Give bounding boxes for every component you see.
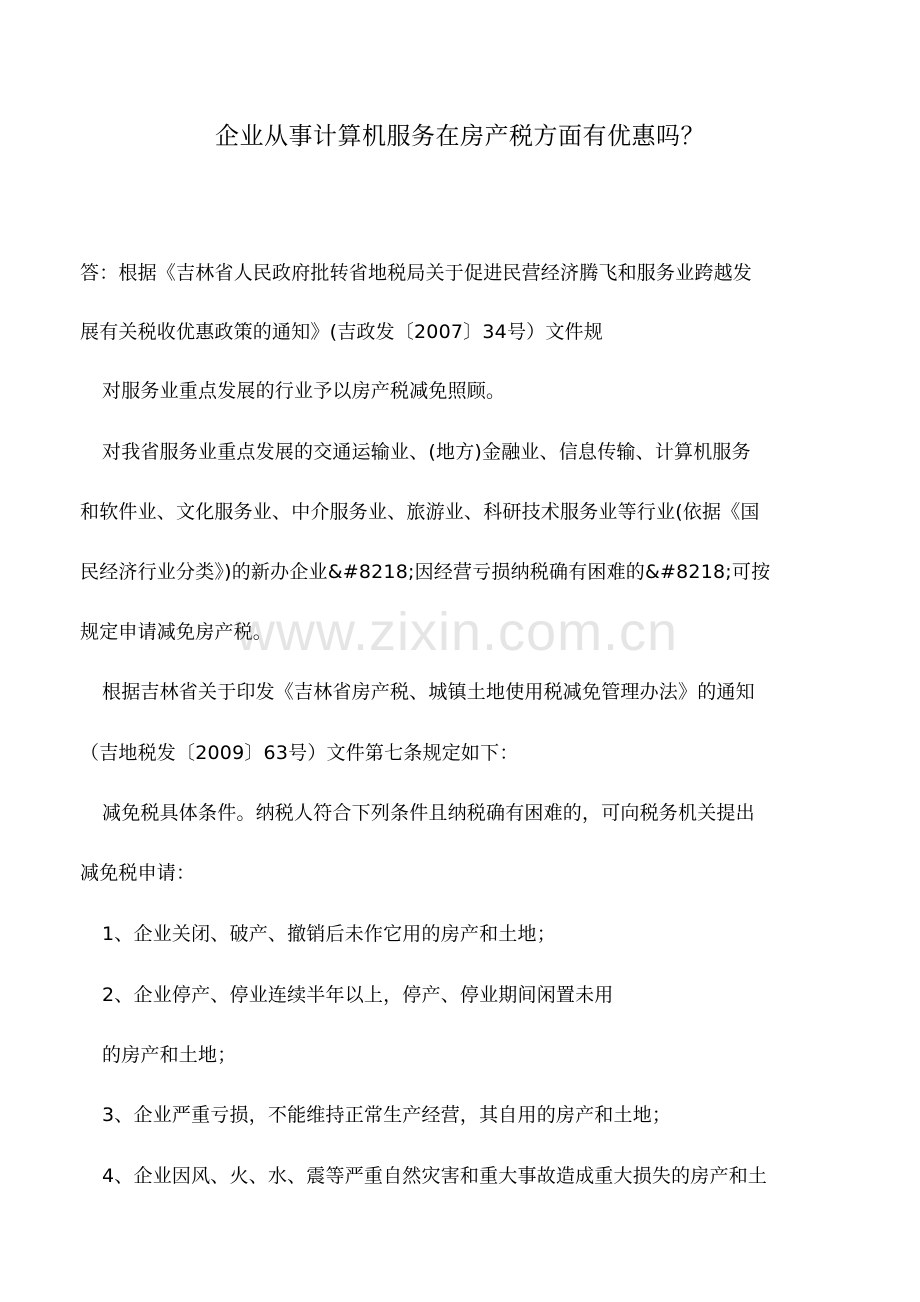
paragraph-line-13: 2、企业停产、停业连续半年以上，停产、停业期间闲置未用 <box>102 984 614 1006</box>
paragraph-line-12: 1、企业关闭、破产、撤销后未作它用的房产和土地； <box>102 923 556 945</box>
paragraph-line-5: 和软件业、文化服务业、中介服务业、旅游业、科研技术服务业等行业(依据《国 <box>80 501 760 523</box>
watermark: www.zixin.com.cn <box>236 602 679 662</box>
paragraph-line-16: 4、企业因风、火、水、震等严重自然灾害和重大事故造成重大损失的房产和土 <box>102 1165 768 1187</box>
paragraph-line-6: 民经济行业分类》)的新办企业&#8218;因经营亏损纳税确有困难的&#8218;可按 <box>80 561 771 583</box>
document-title: 企业从事计算机服务在房产税方面有优惠吗？ <box>215 122 705 150</box>
paragraph-line-3: 对服务业重点发展的行业予以房产税减免照顾。 <box>102 380 506 402</box>
paragraph-line-8: 根据吉林省关于印发《吉林省房产税、城镇土地使用税减免管理办法》的通知 <box>102 681 755 703</box>
paragraph-line-1: 答：根据《吉林省人民政府批转省地税局关于促进民营经济腾飞和服务业跨越发 <box>80 262 753 284</box>
paragraph-line-14: 的房产和土地； <box>102 1044 237 1066</box>
paragraph-line-9: （吉地税发〔2009〕63号）文件第七条规定如下： <box>80 742 519 764</box>
paragraph-line-10: 减免税具体条件。纳税人符合下列条件且纳税确有困难的，可向税务机关提出 <box>102 802 755 824</box>
paragraph-line-15: 3、企业严重亏损，不能维持正常生产经营，其自用的房产和土地； <box>102 1104 672 1126</box>
paragraph-line-2: 展有关税收优惠政策的通知》(吉政发〔2007〕34号）文件规 <box>80 321 603 343</box>
paragraph-line-7: 规定申请减免房产税。 <box>80 621 273 643</box>
paragraph-line-4: 对我省服务业重点发展的交通运输业、(地方)金融业、信息传输、计算机服务 <box>102 441 751 463</box>
paragraph-line-11: 减免税申请： <box>80 862 196 884</box>
